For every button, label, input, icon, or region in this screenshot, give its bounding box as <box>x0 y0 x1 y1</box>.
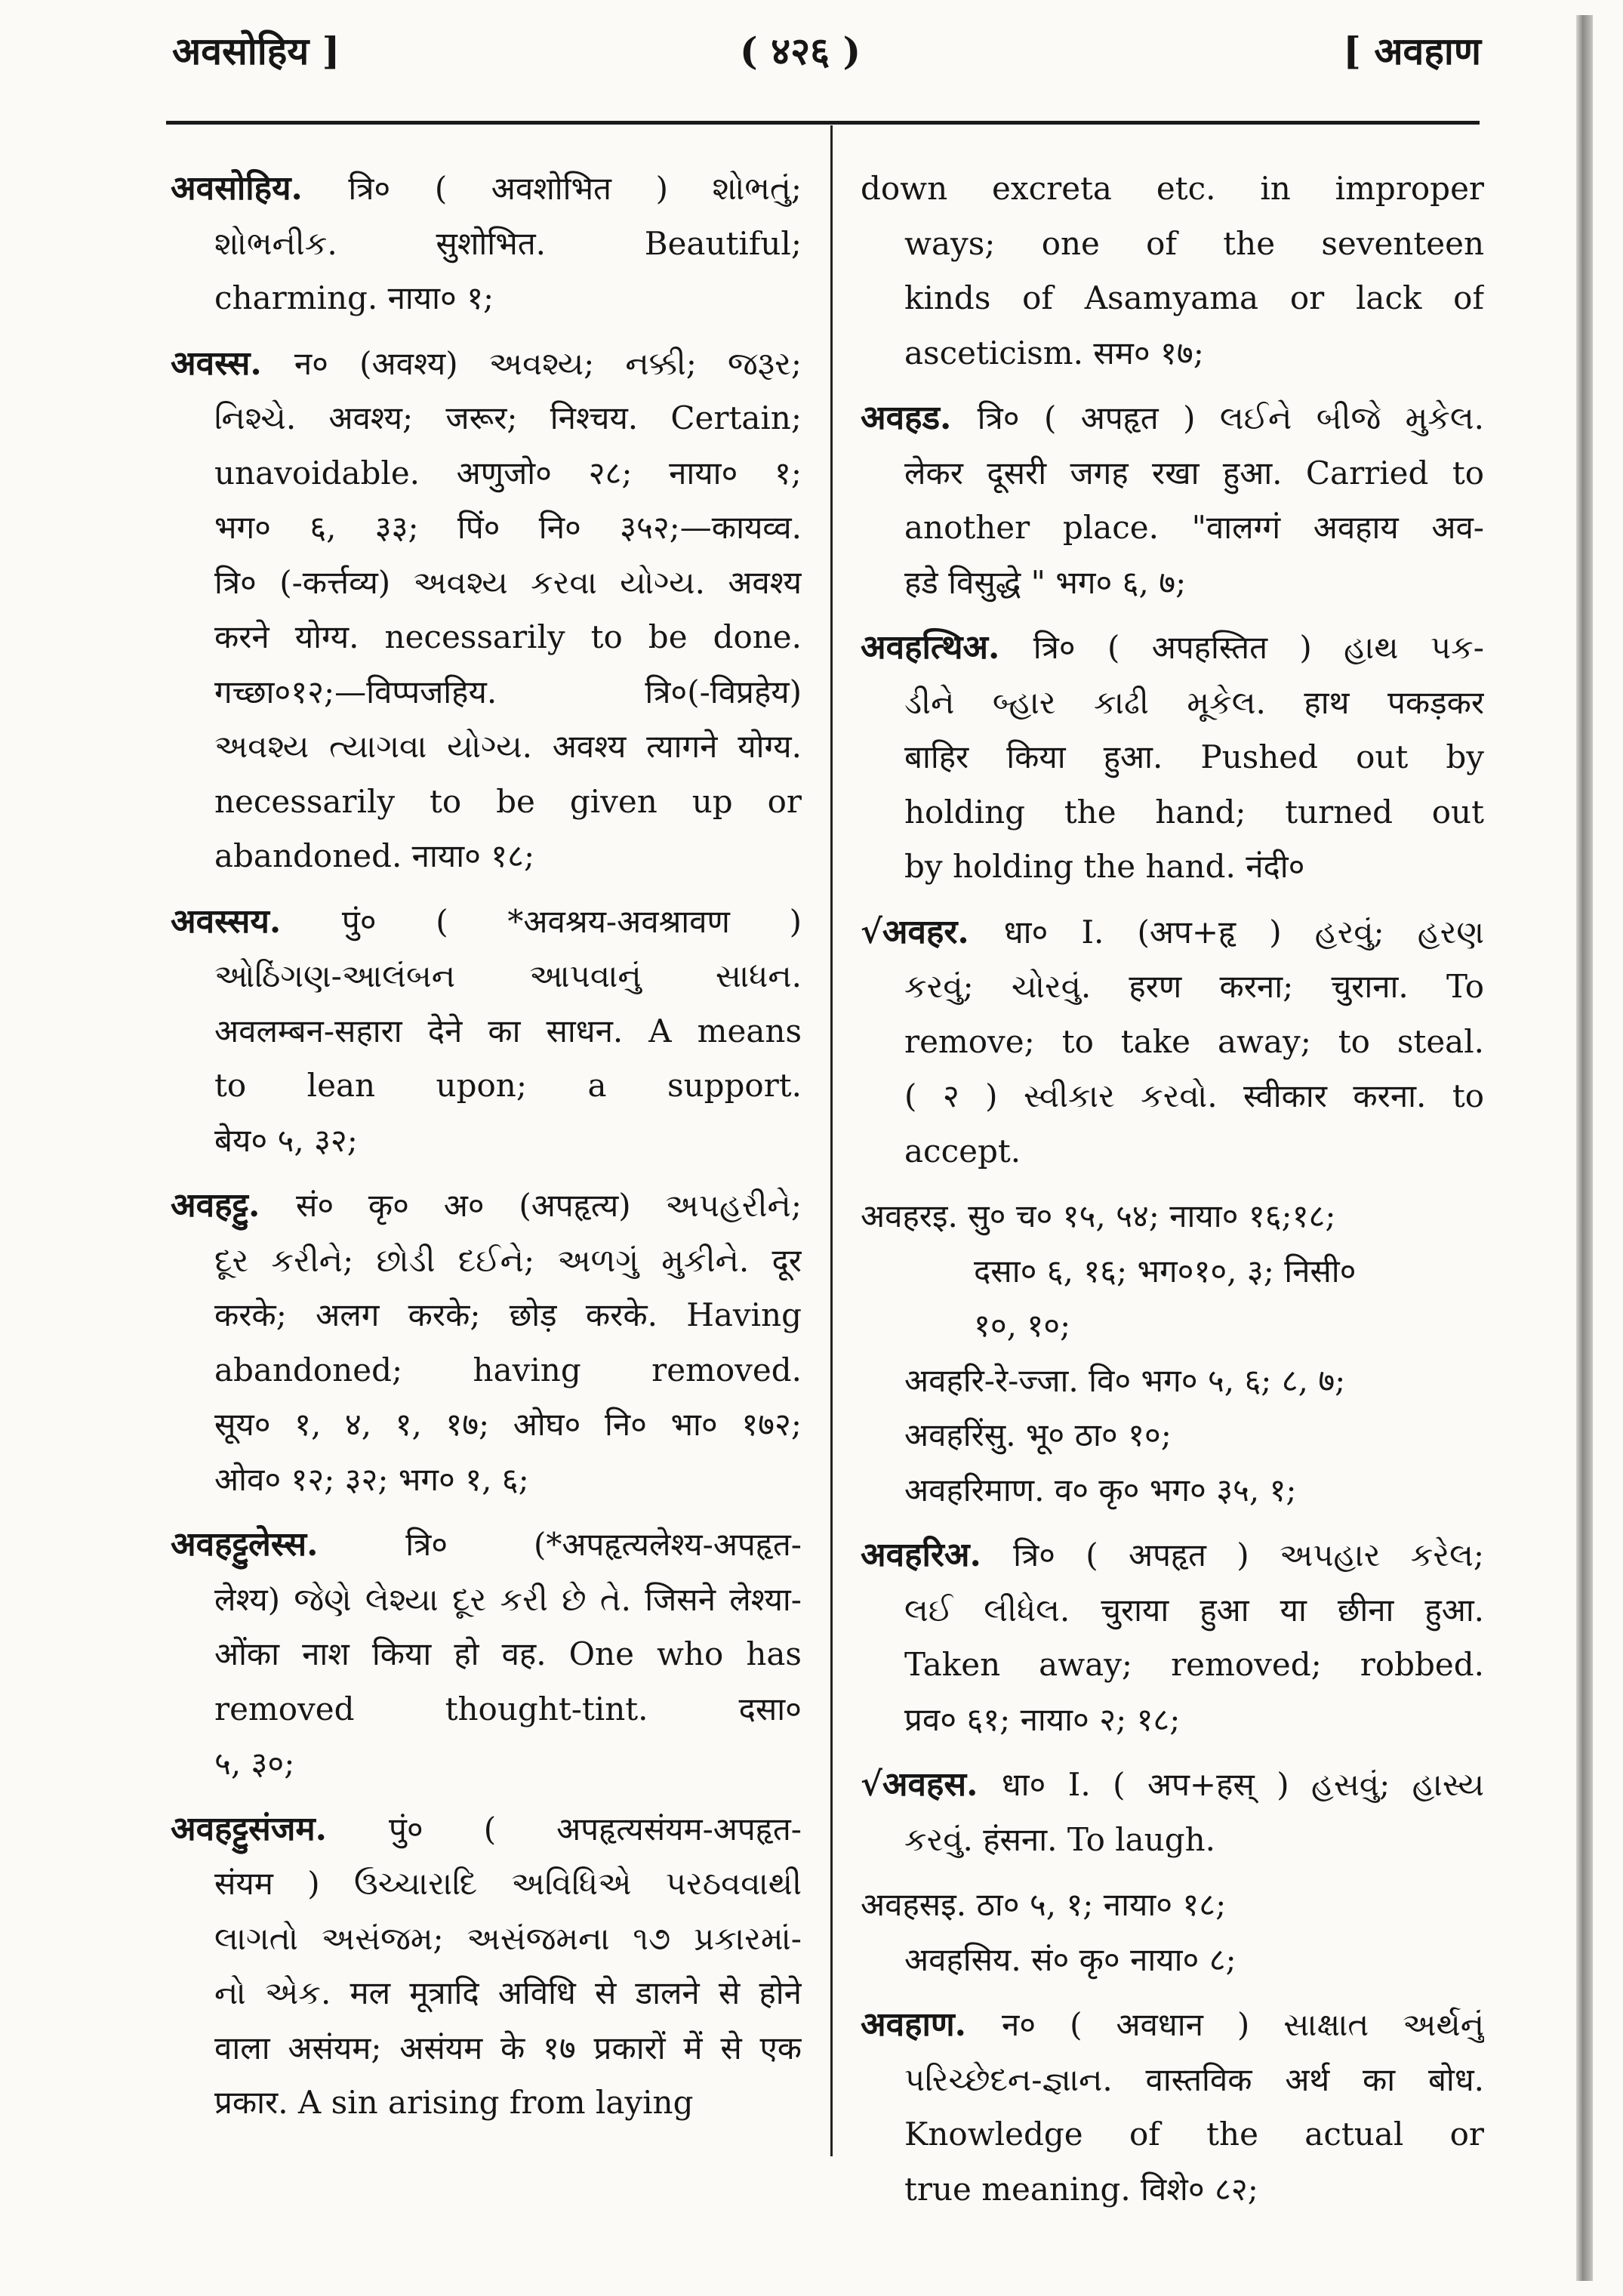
line-text: નિશ્ચે. अवश्य; जरूर; निश्चय. Certain; <box>214 399 802 436</box>
line-text: अवहरिंसु. भू० ठा० १०; <box>904 1416 1172 1453</box>
entry-line <box>171 1004 802 1059</box>
line-text: त्रि० ( अपहृत ) અપહાર કરેલ; <box>1013 1536 1484 1573</box>
line-text: लेश्य) જેણે લેશ્યા દૂર કરી છે તે. जिसने लेश्या- <box>214 1580 802 1618</box>
line-text: त्रि० (*अपहृत्यलेश्य-अपहृत- <box>405 1526 802 1563</box>
subentry-group <box>861 1878 1484 1987</box>
line-text: त्रि० ( अवशोभित ) શોભતું; <box>348 170 802 207</box>
entry-line <box>171 1802 802 1857</box>
line-text: सूय० १, ४, १, १७; ओघ० नि० भा० १७२; <box>214 1406 802 1443</box>
headword: अवसोहिय. <box>171 169 349 208</box>
line-text: अवहरिमाण. व० कृ० भग० ३५, १; <box>904 1471 1297 1509</box>
column-divider <box>830 125 833 2156</box>
entry-line <box>861 1878 1484 1933</box>
left-column <box>171 162 802 2141</box>
entry-line <box>861 1693 1484 1748</box>
dictionary-entry <box>171 162 802 326</box>
line-text: अवहरि-रे-ज्जा. वि० भग० ५, ६; ८, ७; <box>904 1361 1346 1399</box>
entry-line <box>171 1288 802 1343</box>
line-text: kinds of Asamyama or lack of <box>904 279 1484 316</box>
dictionary-entry <box>861 1998 1484 2217</box>
entry-line <box>861 1583 1484 1638</box>
dictionary-entry <box>171 1802 802 2131</box>
entry-line <box>861 446 1484 501</box>
entry-line <box>861 1354 1484 1409</box>
entry-line <box>861 2053 1484 2108</box>
line-text: १०, १०; <box>974 1307 1071 1344</box>
entry-line <box>171 1234 802 1289</box>
dictionary-entry <box>861 621 1484 895</box>
line-text: શોભનીક. सुशोभित. Beautiful; <box>214 224 802 262</box>
entry-line <box>861 1069 1484 1124</box>
line-text: પરિચ્છેદન-જ્ઞાન. वास्तविक अर्थ का बोध. <box>904 2060 1484 2098</box>
entry-line <box>171 1179 802 1234</box>
headword: अवहाण. <box>861 2005 1002 2044</box>
line-text: धा० I. ( अप+हस् ) હસવું; હાસ્ય <box>1001 1766 1484 1803</box>
entry-line <box>861 1758 1484 1813</box>
entry-line <box>861 326 1484 381</box>
line-text: लेकर दूसरी जगह रखा हुआ. Carried to <box>904 454 1484 492</box>
line-text: धा० I. (अप+हृ ) હરવું; હરણ <box>1003 913 1484 951</box>
dictionary-entry <box>861 391 1484 610</box>
entry-line <box>171 162 802 217</box>
line-text: न० (अवश्य) અવશ્ય; નક્કી; જરૂર; <box>294 344 802 382</box>
entry-line <box>171 829 802 884</box>
dictionary-entry <box>861 1528 1484 1747</box>
entry-line <box>171 1398 802 1453</box>
dictionary-entry <box>861 905 1484 1179</box>
line-text: લઈ લીધેલ. चुराया हुआ या छीना हुआ. <box>904 1591 1484 1629</box>
running-head-right: [ अवहाण <box>1343 29 1481 73</box>
entry-line <box>171 1059 802 1114</box>
entry-line <box>861 391 1484 446</box>
line-text: अवहसइ. ठा० ५, १; नाया० १८; <box>861 1886 1227 1923</box>
entry-line <box>861 905 1484 960</box>
line-text: unavoidable. अणुजो० २८; नाया० १; <box>214 454 802 492</box>
entry-line <box>171 271 802 326</box>
line-text: सं० कृ० अ० (अपहृत्य) અપહરીને; <box>295 1187 802 1224</box>
line-text: त्रि० ( अपहस्तित ) હાથ પક- <box>1033 629 1484 666</box>
entry-line <box>171 949 802 1004</box>
entry-line <box>171 1682 802 1737</box>
entry-line <box>861 621 1484 676</box>
line-text: करके; अलग करके; छोड़ करके. Having <box>214 1296 802 1333</box>
entry-line <box>861 2107 1484 2162</box>
line-text: abandoned. नाया० १८; <box>214 837 535 874</box>
headword: अवहट्टु. <box>171 1186 296 1225</box>
entry-line <box>171 1857 802 1912</box>
line-text: ओंका नाश किया हो वह. One who has <box>214 1635 802 1672</box>
line-text: નો એક. मल मूत्रादि अविधि से डालने से होने <box>214 1974 802 2011</box>
entry-line <box>171 610 802 665</box>
line-text: दसा० ६, १६; भग०१०, ३; निसी० <box>974 1252 1357 1290</box>
headword: अवहट्टुलेस्स. <box>171 1525 406 1564</box>
entry-line <box>171 1453 802 1508</box>
entry-line <box>861 1638 1484 1693</box>
entry-line <box>171 1737 802 1792</box>
dictionary-entry <box>861 1758 1484 1867</box>
line-text: true meaning. विशे० ८२; <box>904 2170 1258 2208</box>
page-edge-shadow <box>1576 15 1593 2281</box>
line-text: કરવું. हंसना. To laugh. <box>904 1820 1216 1858</box>
line-text: કરવું; ચોરવું. हरण करना; चुराना. To <box>904 968 1484 1005</box>
line-text: हडे विसुद्धे " भग० ६, ७; <box>904 563 1187 601</box>
line-text: अवहसिय. सं० कृ० नाया० ८; <box>904 1940 1236 1978</box>
right-column <box>861 162 1484 2227</box>
line-text: बाहिर किया हुआ. Pushed out by <box>904 738 1484 775</box>
entry-line <box>171 895 802 950</box>
headword: √अवहर. <box>861 912 1004 951</box>
entry-line <box>171 720 802 775</box>
entry-line <box>171 556 802 611</box>
line-text: बेय० ५, ३२; <box>214 1121 358 1159</box>
line-text: to lean upon; a support. <box>214 1067 802 1104</box>
dictionary-entry <box>171 895 802 1169</box>
line-text: ओव० १२; ३२; भग० १, ६; <box>214 1460 529 1498</box>
entry-line <box>861 1015 1484 1070</box>
headword: अवहट्टुसंजम. <box>171 1809 389 1848</box>
headword: अवस्स. <box>171 344 294 383</box>
line-text: abandoned; having removed. <box>214 1351 802 1388</box>
line-text: લાગતો અસંજમ; અસંજમના ૧૭ પ્રકારમાં- <box>214 1919 802 1957</box>
entry-line <box>861 785 1484 840</box>
line-text: ways; one of the seventeen <box>904 224 1484 262</box>
entry-line <box>861 1528 1484 1583</box>
dictionary-entry <box>171 337 802 884</box>
line-text: अवहरइ. सु० च० १५, ५४; नाया० १६;१८; <box>861 1197 1336 1234</box>
entry-line <box>171 501 802 556</box>
line-text: भग० ६, ३३; पिं० नि० ३५२;—कायव्व. <box>214 509 802 546</box>
entry-line <box>171 1573 802 1628</box>
dictionary-entry <box>171 1179 802 1507</box>
entry-line <box>861 1463 1484 1518</box>
entry-line <box>171 1966 802 2021</box>
line-text: Taken away; removed; robbed. <box>904 1646 1484 1683</box>
line-text: charming. नाया० १; <box>214 279 494 316</box>
entry-line <box>861 1408 1484 1463</box>
headword: अवहत्थिअ. <box>861 628 1033 667</box>
line-text: ( २ ) સ્વીકાર કરવો. स्वीकार करना. to <box>904 1077 1484 1114</box>
entry-line <box>171 446 802 501</box>
entry-line <box>861 840 1484 895</box>
entry-line <box>171 775 802 830</box>
headword: अवस्सय. <box>171 901 342 941</box>
line-text: removed thought-tint. दसा० <box>214 1690 802 1727</box>
line-text: त्रि० ( अपहृत ) લઈને બીજે મુકેલ. <box>977 399 1484 436</box>
line-text: down excreta etc. in improper <box>861 170 1484 207</box>
line-text: another place. "वालग्गं अवहाय अव- <box>904 509 1484 546</box>
entry-line <box>861 162 1484 217</box>
line-text: करने योग्य. necessarily to be done. <box>214 618 802 655</box>
entry-line <box>171 1343 802 1398</box>
entry-line <box>861 676 1484 731</box>
page-number: ( ४२६ ) <box>740 29 861 73</box>
entry-line <box>171 665 802 720</box>
dictionary-entry <box>171 1518 802 1792</box>
line-text: ५, ३०; <box>214 1745 295 1782</box>
entry-line <box>171 2076 802 2131</box>
entry-line <box>861 1124 1484 1179</box>
line-text: by holding the hand. नंदी० <box>904 848 1305 885</box>
line-text: वाला असंयम; असंयम के १७ प्रकारों में से एक <box>214 2029 802 2066</box>
entry-line <box>171 1114 802 1169</box>
entry-line <box>861 1244 1484 1299</box>
entry-line <box>861 1189 1484 1244</box>
entry-line <box>861 556 1484 611</box>
running-head-left: अवसोहिय ] <box>172 29 340 73</box>
line-text: न० ( अवधान ) સાક્ષાત અર્થનું <box>1001 2006 1484 2043</box>
entry-line <box>171 2021 802 2076</box>
entry-line <box>171 1518 802 1573</box>
line-text: त्रि० (-कर्त्तव्य) અવશ્ય કરવા યોગ્ય. अवश्य <box>214 563 802 601</box>
headword: √अवहस. <box>861 1765 1002 1804</box>
line-text: अवलम्बन-सहारा देने का साधन. A means <box>214 1012 802 1049</box>
entry-line <box>171 391 802 446</box>
dictionary-entry <box>861 162 1484 381</box>
line-text: અવશ્ય ત્યાગવા યોગ્ય. अवश्य त्यागने योग्य. <box>214 728 802 765</box>
entry-line <box>861 2162 1484 2217</box>
line-text: पुं० ( अपहृत्यसंयम-अपहृत- <box>389 1810 802 1848</box>
entry-line <box>171 217 802 272</box>
entry-line <box>861 1299 1484 1354</box>
line-text: ડીને બ્હાર કાઢી મૂકેલ. हाथ पकड़कर <box>904 683 1484 721</box>
entry-line <box>861 730 1484 785</box>
headword: अवहरिअ. <box>861 1536 1014 1574</box>
line-text: remove; to take away; to steal. <box>904 1022 1484 1060</box>
entry-line <box>861 1933 1484 1988</box>
subentry-group <box>861 1189 1484 1518</box>
line-text: દૂર કરીને; છોડી દઈને; અળગું મુકીને. दूर <box>214 1241 802 1279</box>
line-text: accept. <box>904 1132 1021 1170</box>
line-text: ઓઠિંગણ-આલંબન આપવાનું સાધન. <box>214 957 802 994</box>
entry-line <box>861 217 1484 272</box>
line-text: गच्छा०१२;—विप्पजहिय. त्रि०(-विप्रहेय) <box>214 673 802 710</box>
entry-line <box>861 271 1484 326</box>
line-text: पुं० ( *अवश्रय-अवश्रावण ) <box>341 902 802 940</box>
entry-line <box>861 501 1484 556</box>
line-text: Knowledge of the actual or <box>904 2116 1484 2153</box>
entry-line <box>861 1813 1484 1868</box>
headword: अवहड. <box>861 399 978 437</box>
line-text: संयम ) ઉચ્ચારાદિ અવિધિએ પરઠવવાથી <box>214 1865 802 1902</box>
header-rule <box>166 121 1480 125</box>
line-text: necessarily to be given up or <box>214 782 802 820</box>
line-text: प्रकार. A sin arising from laying <box>214 2084 694 2121</box>
entry-line <box>861 1998 1484 2053</box>
line-text: holding the hand; turned out <box>904 793 1484 831</box>
entry-line <box>171 1627 802 1682</box>
entry-line <box>861 960 1484 1015</box>
entry-line <box>171 1912 802 1967</box>
line-text: asceticism. सम० १७; <box>904 334 1204 371</box>
entry-line <box>171 337 802 392</box>
line-text: प्रव० ६१; नाया० २; १८; <box>904 1700 1181 1738</box>
